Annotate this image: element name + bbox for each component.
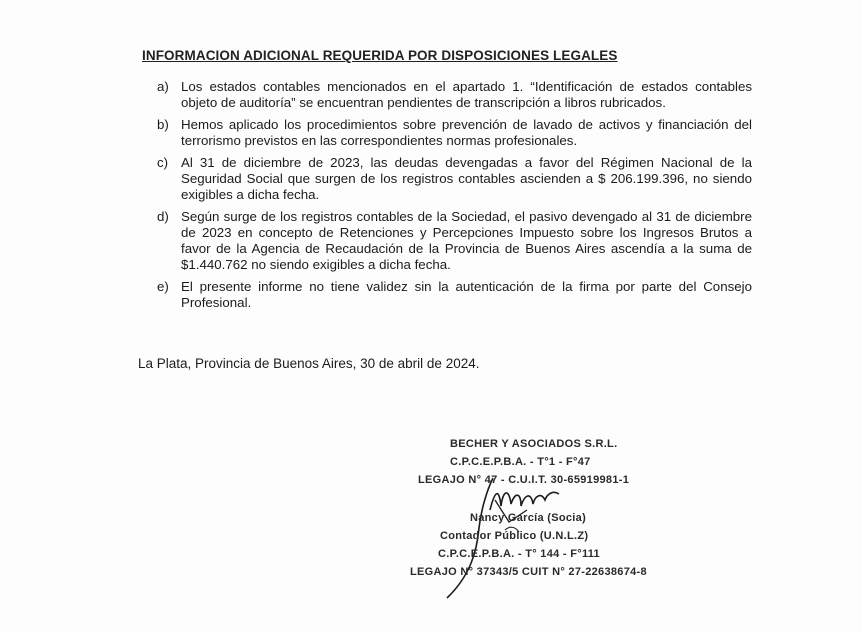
list-item	[157, 155, 752, 203]
item-marker: d)	[157, 209, 169, 224]
place-date: La Plata, Provincia de Buenos Aires, 30 de abril de 2024.	[138, 356, 480, 371]
list-item	[157, 79, 752, 111]
firm-legajo: LEGAJO N° 47 - C.U.I.T. 30-65919981-1	[418, 474, 630, 486]
firm-name: BECHER Y ASOCIADOS S.R.L.	[450, 438, 618, 450]
list-item	[157, 117, 752, 149]
item-marker: e)	[157, 279, 169, 294]
list-item	[157, 209, 752, 273]
item-marker: c)	[157, 155, 169, 170]
signer-legajo: LEGAJO N° 37343/5 CUIT N° 27-22638674-8	[410, 566, 647, 578]
section-heading: INFORMACION ADICIONAL REQUERIDA POR DISPOSICIONES LEGALES	[142, 48, 618, 63]
signer-name: Nancy García (Socia)	[470, 512, 587, 524]
firm-registry: C.P.C.E.P.B.A. - T°1 - F°47	[450, 456, 591, 468]
item-text: Al 31 de diciembre de 2023, las deudas devengadas a favor del Régimen Nacional de la Seguridad Social que surgen de los registros contables ascienden a $ 206.199.396, no siendo exigibles a dicha fecha.	[181, 155, 752, 202]
list-item	[157, 279, 752, 311]
item-text: Los estados contables mencionados en el apartado 1. “Identificación de estados contables objeto de auditoría” se encuentran pendientes de transcripción a libros rubricados.	[181, 79, 752, 110]
signer-title: Contador Público (U.N.L.Z)	[440, 530, 589, 542]
item-text: El presente informe no tiene validez sin la autenticación de la firma por parte del Consejo Profesional.	[181, 279, 752, 310]
item-text: Según surge de los registros contables de la Sociedad, el pasivo devengado al 31 de diciembre de 2023 en concepto de Retenciones y Percepciones Impuesto sobre los Ingresos Brutos a favor de la Agencia de Recaudación de la Provincia de Buenos Aires ascendía a la suma de $1.440.762 no siendo exigibles a dicha fecha.	[181, 209, 752, 272]
item-text: Hemos aplicado los procedimientos sobre prevención de lavado de activos y financiación del terrorismo previstos en las correspondientes normas profesionales.	[181, 117, 752, 148]
signer-registry: C.P.C.E.P.B.A. - T° 144 - F°111	[438, 548, 600, 560]
item-marker: a)	[157, 79, 169, 94]
item-marker: b)	[157, 117, 169, 132]
items-list	[157, 79, 752, 317]
